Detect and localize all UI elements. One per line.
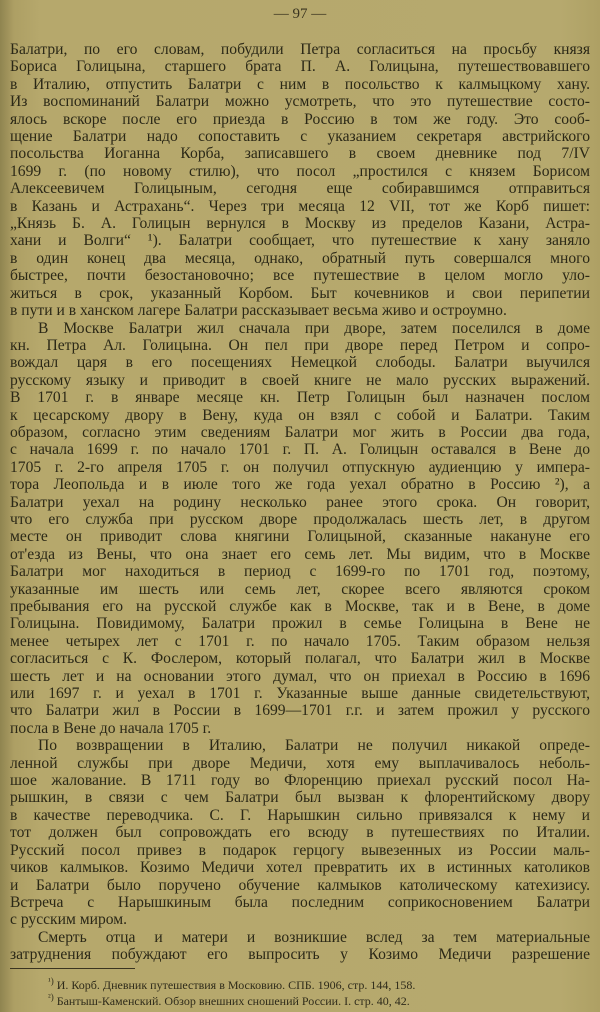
text-line: 1705 г. 2-го апреля 1705 г. он получил отпускную аудиенцию у импера- [10, 458, 590, 476]
text-line: быстрее, почти безостановочно; все путешествие в целом могло уло- [10, 267, 590, 285]
text-line: тора Леопольда и в июле того же года уехал обратно в Россию ²), а [10, 476, 590, 494]
text-line: вождал царя в его посещениях Немецкой слободы. Балатри выучился [10, 354, 590, 372]
text-line: Русский посол привез в подарок герцогу вывезенных из России маль- [10, 841, 590, 859]
text-line: в Казань и Астрахань“. Через три месяца 12 VII, тот же Корб пишет: [10, 197, 590, 215]
text-line: Балатри уехал на родину несколько ранее этого срока. Он говорит, [10, 493, 590, 511]
text-line: пребывания его на русской службе как в Москве, так и в Вене, в доме [10, 598, 590, 615]
text-line: тот должен был сопровождать его всюду в путешествиях по Италии. [10, 824, 590, 842]
text-line: Алексеевичем Голицыным, сегодня еще собиравшимся отправиться [10, 180, 590, 198]
text-line: Балатри, по его словам, побудили Петра согласиться на просьбу князя [10, 41, 590, 58]
text-line: житься в срок, указанный Корбом. Быт кочевников и свои перипетии [10, 284, 590, 302]
text-line: рышкин, в связи с чем Балатри был вызван к флорентийскому двору [10, 789, 590, 807]
footnote-1 [48, 973, 568, 992]
text-line: 1699 г. (по новому стилю), что посол „простился с князем Борисом [10, 162, 590, 180]
text-line: шое жалование. В 1711 году во Флоренцию приехал русский посол На- [10, 772, 590, 790]
text-line: в один конец два месяца, однако, обратный путь совершался много [10, 249, 590, 267]
text-line: в качестве переводчика. С. Г. Нарышкин сильно привязался к нему и [10, 806, 590, 824]
paragraph [10, 41, 590, 320]
paragraph [10, 929, 590, 964]
text-line: Голицына. Повидимому, Балатри прожил в семье Голицына в Вене не [10, 615, 590, 633]
text-line: с русским миром. [10, 911, 128, 929]
text-line: шесть лет и на основании этого думал, что он приехал в Россию в 1696 [10, 667, 590, 685]
text-line: посла в Вене до начала 1705 г. [10, 719, 212, 737]
text-line: к цесарскому двору в Вену, куда он взял с собой и Балатри. Таким [10, 406, 590, 424]
text-line: ленной службы при дворе Медичи, хотя ему выплачивалось неболь- [10, 754, 590, 772]
footnote-2 [48, 989, 568, 1008]
text-line: и Балатри было поручено обучение калмыков католическому катехизису. [10, 876, 590, 894]
text-line: от'езда из Вены, что она знает его семь лет. Мы видим, что в Москве [10, 545, 590, 563]
text-line: ялось вскоре после его приезда в Россию в том же году. Это сооб- [10, 110, 590, 128]
text-line: В Москве Балатри жил сначала при дворе, затем поселился в доме [38, 319, 590, 337]
text-line: хани и Волги“ ¹). Балатри сообщает, что путешествие к хану заняло [10, 232, 590, 250]
text-line: Бориса Голицына, старшего брата П. А. Голицына, путешествовавшего [10, 58, 590, 76]
page-number: — 97 — [273, 6, 327, 22]
footnote-divider [10, 968, 135, 969]
text-line: Встреча с Нарышкиным была последним соприкосновением Балатри [10, 893, 590, 911]
text-line: или 1697 г. и уехал в 1701 г. Указанные выше данные свидетельствуют, [10, 685, 590, 703]
text-line: посольства Иоганна Корба, записавшего в своем дневнике под 7/IV [10, 145, 590, 163]
text-line: „Князь Б. А. Голицын вернулся в Москву из пределов Казани, Астра- [10, 215, 590, 233]
text-line: затруднения побуждают его выпросить у Козимо Медичи разрешение [10, 946, 590, 964]
text-line: русскому языку и приводит в своей книге не мало русских выражений. [10, 371, 590, 389]
paragraph [10, 737, 590, 928]
footnote-text: И. Корб. Дневник путешествия в Московию. СПБ. 1906, стр. 144, 158. [56, 978, 416, 992]
text-line: месте он приводит слова княгини Голицыной, сказанные накануне его [10, 528, 590, 546]
footnote-mark: ¹) [48, 976, 54, 986]
text-line: что Балатри жил в России в 1699—1701 г.г. и затем прожил у русского [10, 702, 590, 720]
text-line: кн. Петра Ал. Голицына. Он пел при дворе перед Петром и сопро- [10, 336, 590, 354]
text-line: менее четырех лет с 1701 г. по начало 1705. Таким образом нельзя [10, 632, 590, 650]
text-line: Смерть отца и матери и возникшие вслед за тем материальные [38, 928, 590, 946]
text-line: образом, согласно этим сведениям Балатри мог жить в России два года, [10, 423, 590, 441]
text-line: Из воспоминаний Балатри можно усмотреть, что это путешествие состо- [10, 93, 590, 111]
text-line: что его служба при русском дворе продолжалась шесть лет, в другом [10, 510, 590, 528]
text-line: в Италию, отпустить Балатри с ним в посольство к калмыцкому хану. [10, 75, 590, 93]
text-line: В 1701 г. в январе месяце кн. Петр Голицын был назначен послом [10, 389, 590, 407]
footnotes [48, 973, 568, 1008]
body-text [10, 41, 590, 964]
text-line: Балатри мог находиться в период с 1699-го по 1701 год, поэтому, [10, 563, 590, 581]
text-line: согласиться с К. Фослером, который полагал, что Балатри жил в Москве [10, 650, 590, 668]
paragraph [10, 320, 590, 738]
text-line: По возвращении в Италию, Балатри не получил никакой опреде- [38, 737, 590, 755]
text-line: чиков калмыков. Козимо Медичи хотел превратить их в истинных католиков [10, 859, 590, 877]
text-line: в пути и в ханском лагере Балатри рассказывает весьма живо и остроумно. [10, 302, 507, 320]
text-line: щение Балатри надо сопоставить с указанием секретаря австрийского [10, 128, 590, 146]
footnote-mark: ²) [48, 992, 54, 1002]
text-line: с начала 1699 г. по начало 1701 г. П. А. Голицын оставался в Вене до [10, 441, 590, 459]
footnote-text: Бантыш-Каменский. Обзор внешних сношений России. I. стр. 40, 42. [56, 994, 410, 1008]
text-line: указанные им шесть или семь лет, скорее всего являются сроком [10, 580, 590, 598]
